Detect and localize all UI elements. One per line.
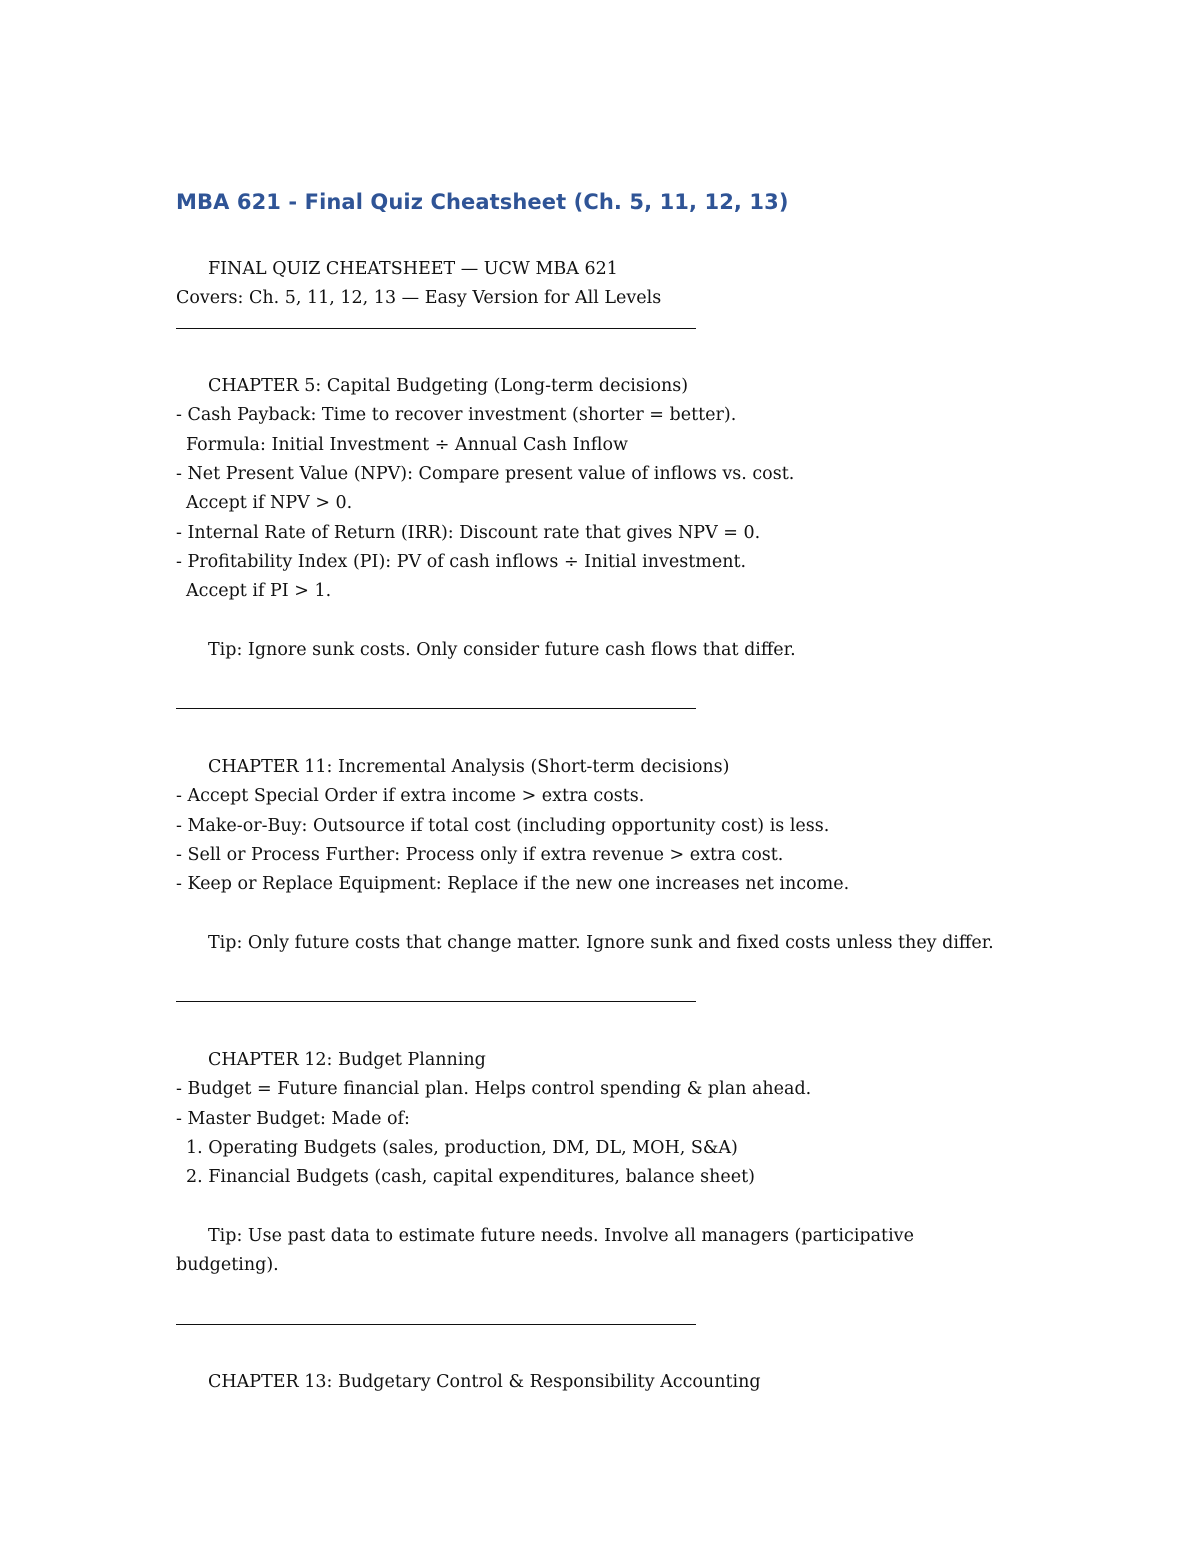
blank-line <box>176 343 1056 372</box>
chapter-5-item: - Cash Payback: Time to recover investment (shorter = better). <box>176 405 737 426</box>
blank-line <box>176 665 1056 694</box>
header-line-2: Covers: Ch. 5, 11, 12, 13 — Easy Version for All Levels <box>176 288 662 309</box>
chapter-5-item: - Profitability Index (PI): PV of cash inflows ÷ Initial investment. <box>176 551 747 572</box>
chapter-5-item: Formula: Initial Investment ÷ Annual Cash Inflow <box>186 434 628 455</box>
section-divider <box>176 314 696 343</box>
blank-line <box>176 1017 1056 1046</box>
chapter-12-item: 1. Operating Budgets (sales, production, DM, DL, MOH, S&A) <box>186 1137 738 1158</box>
section-divider <box>176 1310 696 1339</box>
chapter-11-item: - Keep or Replace Equipment: Replace if the new one increases net income. <box>176 874 850 895</box>
chapter-11-item: - Make-or-Buy: Outsource if total cost (including opportunity cost) is less. <box>176 815 830 836</box>
chapter-5-item: Accept if NPV > 0. <box>186 493 353 514</box>
chapter-12-item: 2. Financial Budgets (cash, capital expenditures, balance sheet) <box>186 1167 755 1188</box>
chapter-11-item: - Sell or Process Further: Process only if extra revenue > extra cost. <box>176 844 784 865</box>
chapter-11-item: - Accept Special Order if extra income > extra costs. <box>176 786 645 807</box>
section-divider <box>176 987 696 1016</box>
chapter-12-tip-continued: budgeting). <box>176 1255 279 1276</box>
document-title: MBA 621 - Final Quiz Cheatsheet (Ch. 5, 11, 12, 13) <box>176 190 789 214</box>
blank-line <box>176 1339 1056 1368</box>
chapter-12-heading: CHAPTER 12: Budget Planning <box>208 1050 486 1071</box>
chapter-13-heading: CHAPTER 13: Budgetary Control & Responsibility Accounting <box>208 1372 761 1393</box>
chapter-11-heading: CHAPTER 11: Incremental Analysis (Short-term decisions) <box>208 757 730 778</box>
chapter-12-item: - Budget = Future financial plan. Helps control spending & plan ahead. <box>176 1079 812 1100</box>
document-body <box>176 255 1056 1398</box>
chapter-12-tip: Tip: Use past data to estimate future needs. Involve all managers (participative <box>208 1225 914 1246</box>
chapter-5-heading: CHAPTER 5: Capital Budgeting (Long-term decisions) <box>208 376 689 397</box>
chapter-5-item: Accept if PI > 1. <box>186 581 332 602</box>
blank-line <box>176 724 1056 753</box>
header-line-1: FINAL QUIZ CHEATSHEET — UCW MBA 621 <box>208 259 618 279</box>
blank-line <box>176 958 1056 987</box>
blank-line <box>176 900 1056 929</box>
chapter-5-tip: Tip: Ignore sunk costs. Only consider future cash flows that differ. <box>208 639 796 660</box>
blank-line <box>176 1280 1056 1309</box>
chapter-5-item: - Internal Rate of Return (IRR): Discount rate that gives NPV = 0. <box>176 522 761 543</box>
section-divider <box>176 694 696 723</box>
blank-line <box>176 1193 1056 1222</box>
chapter-12-item: - Master Budget: Made of: <box>176 1108 410 1129</box>
chapter-11-tip: Tip: Only future costs that change matter. Ignore sunk and fixed costs unless they differ. <box>208 932 994 953</box>
blank-line <box>176 607 1056 636</box>
chapter-5-item: - Net Present Value (NPV): Compare present value of inflows vs. cost. <box>176 464 795 485</box>
